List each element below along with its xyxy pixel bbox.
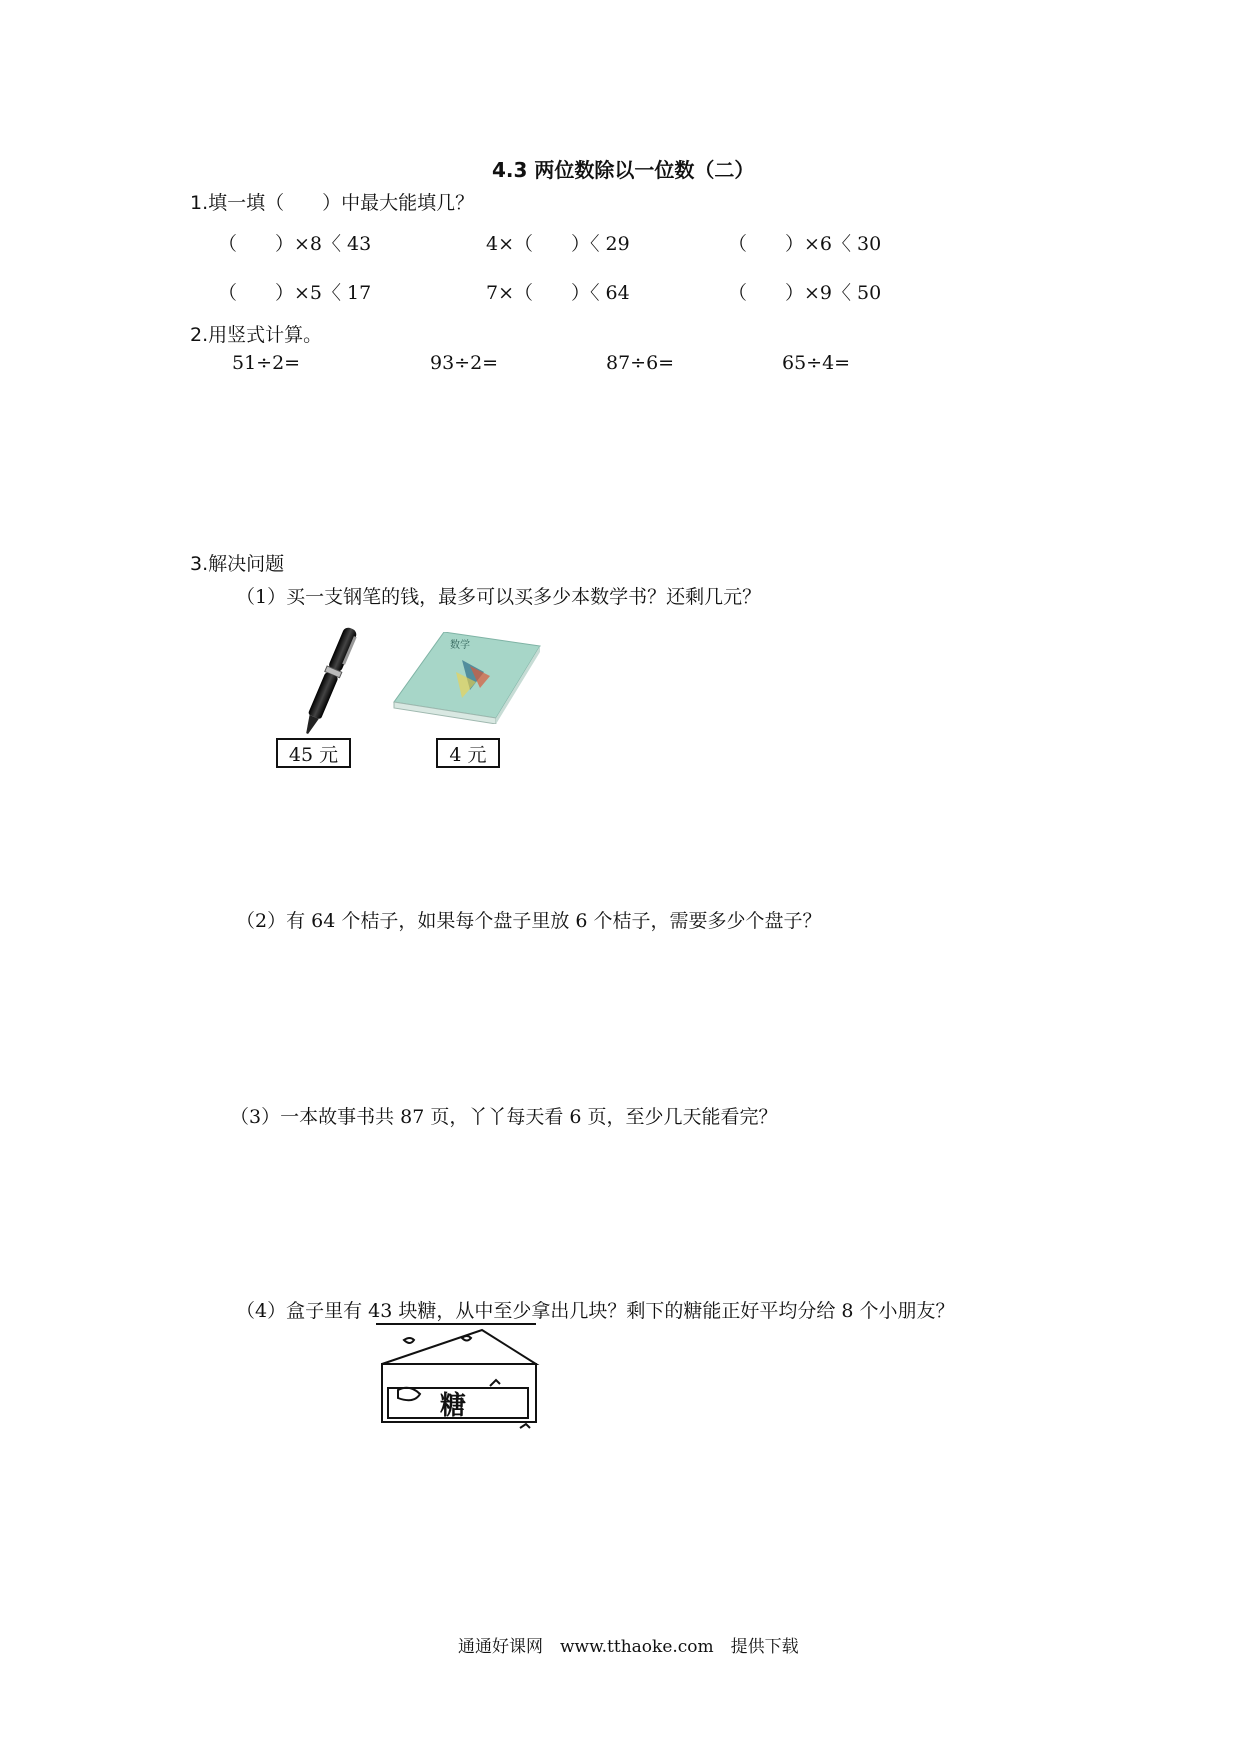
q2-item: 51÷2= bbox=[232, 352, 301, 374]
q1-item: （ ）×9〈 50 bbox=[728, 282, 882, 304]
pen-price-box bbox=[276, 738, 351, 768]
q3-part2: （2）有 64 个桔子，如果每个盘子里放 6 个桔子，需要多少个盘子？ bbox=[236, 910, 822, 932]
candy-box-image bbox=[370, 1318, 550, 1438]
page-title: 4.3 两位数除以一位数（二） bbox=[492, 158, 755, 182]
q1-item: （ ）×6〈 30 bbox=[728, 233, 882, 255]
q1-heading: 1.填一填（ ）中最大能填几？ bbox=[190, 192, 475, 214]
q3-part4: （4）盒子里有 43 块糖，从中至少拿出几块？剩下的糖能正好平均分给 8 个小朋友？ bbox=[236, 1300, 955, 1322]
q3-part3: （3）一本故事书共 87 页，丫丫每天看 6 页，至少几天能看完？ bbox=[230, 1106, 778, 1128]
book-price: 4 元 bbox=[449, 744, 487, 766]
q2-heading: 2.用竖式计算。 bbox=[190, 324, 323, 346]
book-cover-title: 数学 bbox=[450, 640, 470, 651]
q2-item: 65÷4= bbox=[782, 352, 851, 374]
q2-item: 87÷6= bbox=[606, 352, 675, 374]
q3-part1: （1）买一支钢笔的钱，最多可以买多少本数学书？还剩几元？ bbox=[236, 586, 762, 608]
pen-image bbox=[284, 622, 374, 742]
book-price-box bbox=[436, 738, 500, 768]
q1-item: （ ）×5〈 17 bbox=[218, 282, 372, 304]
q1-item: 4×（ ）〈 29 bbox=[486, 233, 630, 255]
pen-price: 45 元 bbox=[288, 744, 339, 766]
candy-box-label: 糖 bbox=[440, 1391, 467, 1421]
footer: 通通好课网 www.tthaoke.com 提供下载 bbox=[458, 1637, 799, 1657]
q1-item: 7×（ ）〈 64 bbox=[486, 282, 630, 304]
q3-heading: 3.解决问题 bbox=[190, 553, 285, 575]
math-book-image bbox=[392, 632, 542, 724]
q1-item: （ ）×8〈 43 bbox=[218, 233, 372, 255]
q2-item: 93÷2= bbox=[430, 352, 499, 374]
